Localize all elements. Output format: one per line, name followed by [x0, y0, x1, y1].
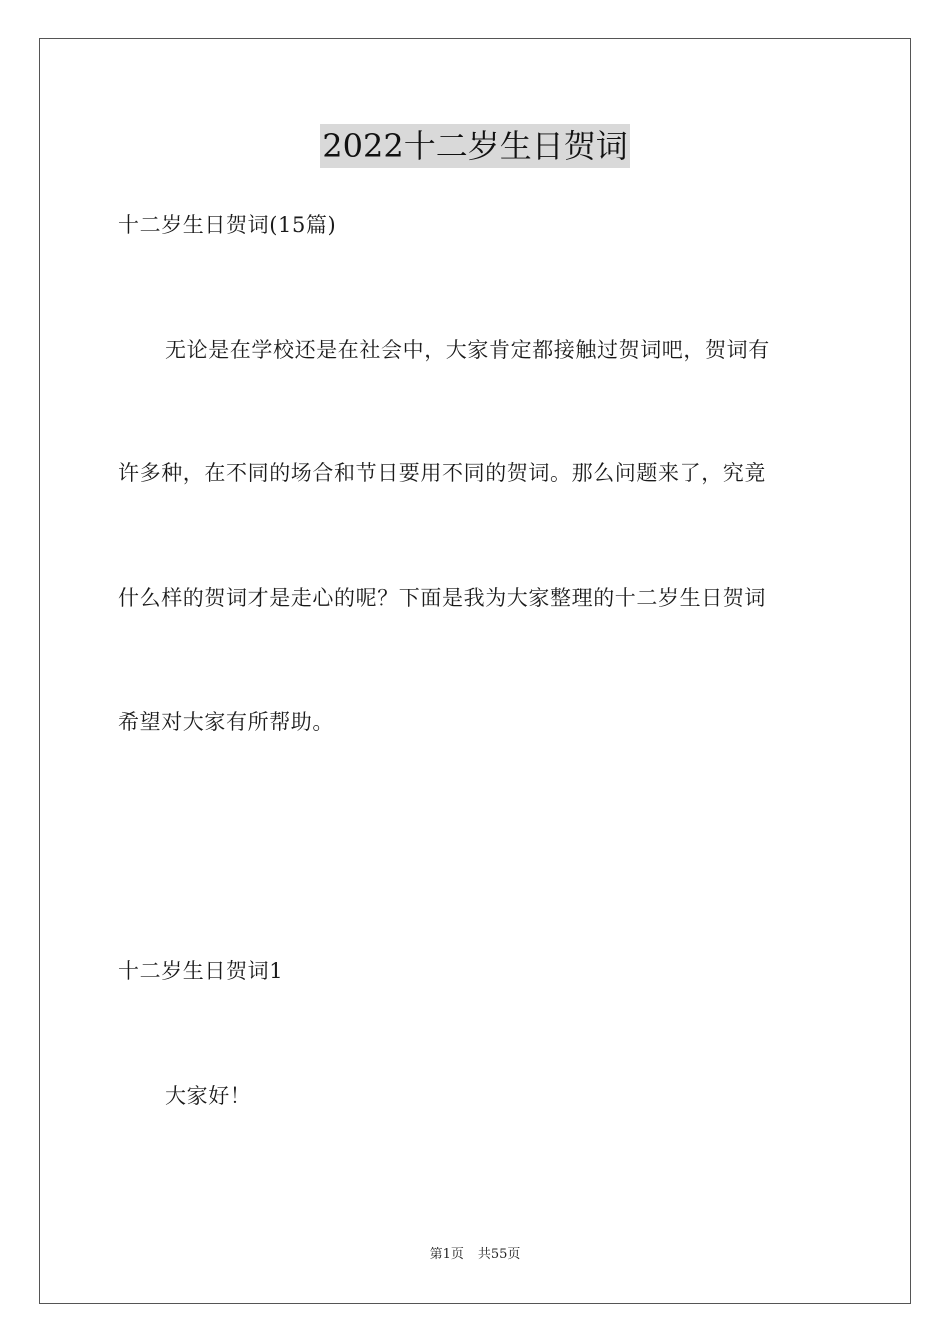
- page-footer: [0, 1246, 950, 1264]
- page-number: 第1页: [429, 1247, 464, 1262]
- greeting-text: 大家好！: [165, 1084, 252, 1108]
- intro-line-2: 许多种，在不同的场合和节日要用不同的贺词。那么问题来了，究竟: [118, 461, 766, 485]
- section-heading: 十二岁生日贺词1: [118, 959, 284, 983]
- intro-line-4: 希望对大家有所帮助。: [118, 710, 334, 734]
- total-pages: 共55页: [477, 1247, 521, 1262]
- document-subtitle: 十二岁生日贺词(15篇): [118, 213, 337, 237]
- title-container: [0, 124, 950, 168]
- document-title: 2022十二岁生日贺词: [320, 124, 629, 168]
- intro-line-3: 什么样的贺词才是走心的呢？下面是我为大家整理的十二岁生日贺词: [118, 586, 766, 610]
- intro-line-1: 无论是在学校还是在社会中，大家肯定都接触过贺词吧，贺词有: [165, 338, 770, 362]
